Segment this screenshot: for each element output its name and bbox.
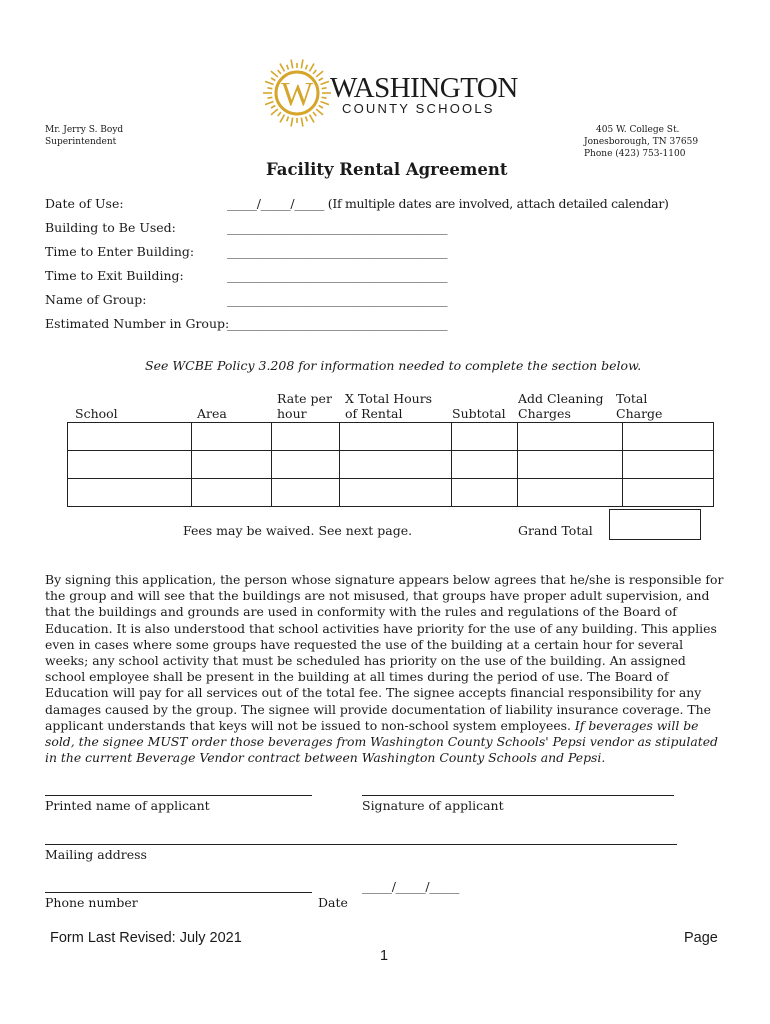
sun-ray — [310, 64, 315, 72]
logo-name: WASHINGTON — [330, 72, 518, 104]
cell-total[interactable] — [623, 423, 714, 451]
signature-line[interactable] — [362, 795, 674, 796]
building-label: Building to Be Used: — [45, 220, 176, 235]
col-header-rate-2: hour — [277, 406, 307, 421]
col-header-hours-2: of Rental — [345, 406, 403, 421]
page-label: Page — [684, 930, 718, 946]
table-row — [68, 479, 714, 507]
sun-ray — [316, 109, 323, 115]
date-field[interactable]: _____/_____/_____ — [362, 879, 460, 894]
time-exit-label: Time to Exit Building: — [45, 268, 184, 283]
col-header-area: Area — [197, 406, 227, 421]
cell-area[interactable] — [192, 451, 272, 479]
sun-ray — [306, 65, 308, 70]
cell-cleaning[interactable] — [518, 423, 623, 451]
time-exit-field[interactable]: _____________________________________ — [227, 268, 448, 283]
group-name-label: Name of Group: — [45, 292, 147, 307]
page-number: 1 — [380, 948, 389, 964]
superintendent-title: Superintendent — [45, 137, 117, 147]
date-label: Date — [318, 895, 348, 910]
building-field[interactable]: _____________________________________ — [227, 220, 448, 235]
col-header-school: School — [75, 406, 118, 421]
col-header-hours-1: X Total Hours — [345, 391, 433, 406]
date-of-use-label: Date of Use: — [45, 196, 124, 211]
sun-ray — [287, 65, 289, 70]
phone-number-line[interactable] — [45, 892, 312, 893]
cell-total[interactable] — [623, 479, 714, 507]
sun-ray — [267, 97, 272, 98]
col-header-cleaning-1: Add Cleaning — [518, 391, 604, 406]
cell-rate[interactable] — [272, 423, 340, 451]
sun-ray — [319, 106, 323, 109]
policy-note: See WCBE Policy 3.208 for information needed to complete the section below. — [145, 358, 642, 373]
cell-area[interactable] — [192, 423, 272, 451]
signature-label: Signature of applicant — [362, 798, 504, 813]
cell-hours[interactable] — [340, 423, 452, 451]
mailing-address-label: Mailing address — [45, 847, 147, 862]
sun-ray — [265, 102, 273, 105]
cell-school[interactable] — [68, 451, 192, 479]
agreement-text — [45, 572, 725, 766]
col-header-cleaning-2: Charges — [518, 406, 571, 421]
sun-ray — [280, 64, 285, 72]
cell-cleaning[interactable] — [518, 479, 623, 507]
sun-ray — [280, 115, 285, 123]
printed-name-line[interactable] — [45, 795, 312, 796]
sun-ray — [319, 78, 323, 81]
table-row — [68, 423, 714, 451]
grand-total-field[interactable] — [609, 509, 701, 540]
group-size-label: Estimated Number in Group: — [45, 316, 230, 331]
district-logo — [262, 50, 534, 132]
superintendent-name: Mr. Jerry S. Boyd — [45, 125, 124, 135]
sun-ray — [301, 118, 303, 127]
group-name-field[interactable]: _____________________________________ — [227, 292, 448, 307]
page-title: Facility Rental Agreement — [266, 160, 508, 179]
cell-total[interactable] — [623, 451, 714, 479]
mailing-address-line[interactable] — [45, 844, 677, 845]
sun-ray — [291, 60, 293, 69]
sun-emblem-icon — [262, 58, 332, 128]
logo-subtitle: COUNTY SCHOOLS — [342, 101, 495, 116]
sun-ray — [313, 112, 316, 116]
phone-number-label: Phone number — [45, 895, 138, 910]
agreement-body: By signing this application, the person whose signature appears below agrees that he/she is responsible for the group and will see that the buildings are not misused, that groups have proper adult supervision, and that the buildings and grounds are used in conformity with the rules and regulations of the Board of Education. It is also understood that school activities have priority for the use of any building. This applies even in cases where some groups have requested the use of the building at a certain hour for several weeks; any school activity that must be scheduled has priority on the use of the building. An assigned school employee shall be present in the building at all times during the period of use. The Board of Education will pay for all services out of the total fee. The signee accepts financial responsibility for any damages caused by the group. The signee will provide documentation of liability insurance coverage. The applicant understands that keys will not be issued to non-school system employees. — [45, 572, 724, 733]
cell-area[interactable] — [192, 479, 272, 507]
form-revised-note: Form Last Revised: July 2021 — [50, 930, 242, 946]
printed-name-label: Printed name of applicant — [45, 798, 210, 813]
time-enter-label: Time to Enter Building: — [45, 244, 195, 259]
fees-waived-note: Fees may be waived. See next page. — [183, 523, 413, 538]
sun-ray — [271, 71, 278, 77]
sun-ray — [322, 97, 327, 98]
col-header-total-2: Charge — [616, 406, 663, 421]
sun-ray — [316, 71, 323, 77]
sun-ray — [320, 81, 328, 84]
sun-ray — [271, 106, 275, 109]
cell-school[interactable] — [68, 479, 192, 507]
beverage-clause: If beverages will be sold, the signee MUST order those beverages from Washington County Schools' Pepsi vendor as stipulated in the current Beverage Vendor contract between Washington County Schools and Pepsi. — [45, 717, 718, 766]
sun-ray — [320, 102, 328, 105]
sun-ray — [271, 109, 278, 115]
address-line-2: Jonesborough, TN 37659 — [584, 137, 699, 147]
sun-ray — [265, 81, 273, 84]
table-row — [68, 451, 714, 479]
cell-subtotal[interactable] — [452, 479, 518, 507]
phone-line: Phone (423) 753-1100 — [584, 149, 686, 159]
cell-cleaning[interactable] — [518, 451, 623, 479]
sun-ray — [306, 116, 308, 121]
address-line-1: 405 W. College St. — [596, 125, 680, 135]
sun-ray — [301, 60, 303, 69]
cell-hours[interactable] — [340, 451, 452, 479]
sun-ray — [313, 70, 316, 74]
logo-initial: W — [280, 76, 314, 113]
grand-total-label: Grand Total — [518, 523, 593, 538]
group-size-field[interactable]: _____________________________________ — [227, 316, 448, 331]
cell-subtotal[interactable] — [452, 451, 518, 479]
sun-ray — [271, 78, 275, 81]
sun-ray — [310, 115, 315, 123]
sun-ray — [291, 118, 293, 127]
col-header-subtotal: Subtotal — [452, 406, 506, 421]
sun-ray — [278, 70, 281, 74]
date-of-use-field[interactable]: _____/_____/_____ (If multiple dates are involved, attach detailed calendar) — [227, 196, 669, 211]
col-header-total-1: Total — [616, 391, 648, 406]
col-header-rate-1: Rate per — [277, 391, 332, 406]
fees-table — [67, 422, 714, 507]
cell-rate[interactable] — [272, 479, 340, 507]
time-enter-field[interactable]: _____________________________________ — [227, 244, 448, 259]
sun-ray — [267, 88, 272, 89]
sun-ray — [322, 88, 327, 89]
cell-hours[interactable] — [340, 479, 452, 507]
cell-school[interactable] — [68, 423, 192, 451]
sun-ray — [287, 116, 289, 121]
cell-subtotal[interactable] — [452, 423, 518, 451]
cell-rate[interactable] — [272, 451, 340, 479]
